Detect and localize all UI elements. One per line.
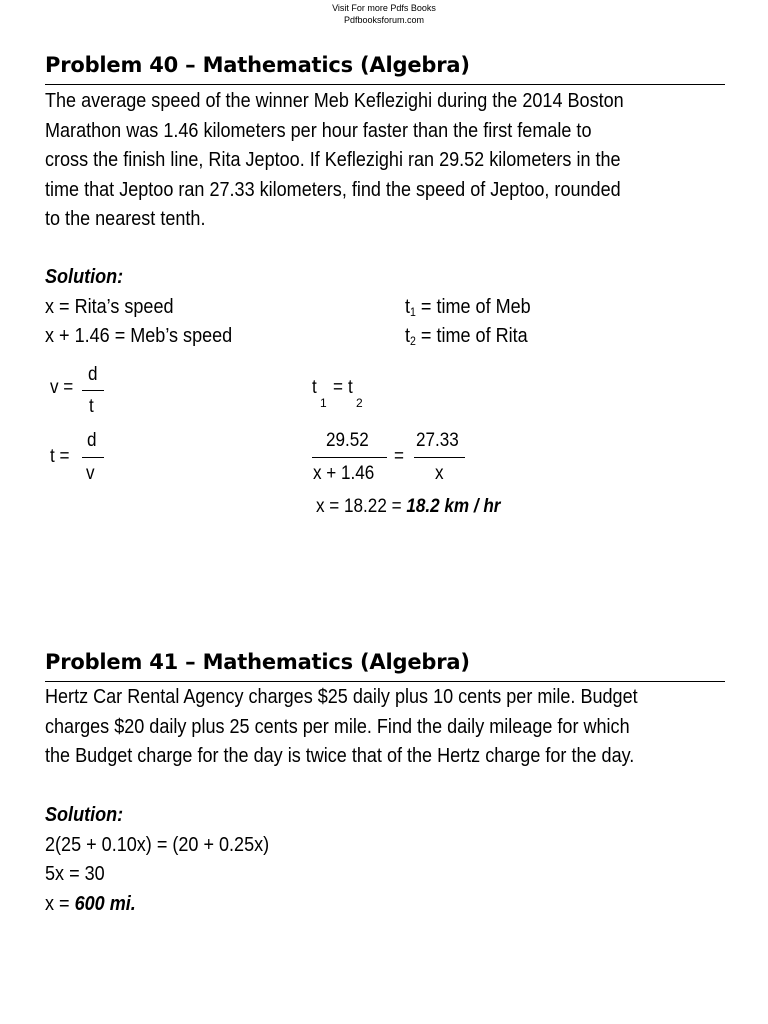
time-fraction-bar [82, 457, 104, 458]
equal-times-equals: = [333, 377, 343, 398]
velocity-denominator: t [89, 396, 94, 417]
statement-line: to the nearest tenth. [45, 207, 206, 230]
problem-41-answer-value: 600 mi. [74, 892, 136, 915]
problem-40-title: Problem 40 – Mathematics (Algebra) [45, 53, 470, 77]
statement-line: Marathon was 1.46 kilometers per hour faster than the first female to [45, 118, 592, 142]
header-line-1: Visit For more Pdfs Books [332, 3, 436, 13]
def-time-meb: $t_1$ = time of Meb [405, 295, 531, 319]
equation-lhs-numerator: 29.52 [326, 430, 369, 451]
problem-41-answer: x = 600 mi. [45, 892, 136, 915]
equation-equals: = [394, 446, 404, 467]
time-lhs: t = [50, 446, 70, 467]
time-denominator: v [86, 463, 95, 484]
solution-step-1: 2(25 + 0.10x) = (20 + 0.25x) [45, 833, 270, 856]
solution-label: Solution: [45, 803, 124, 826]
statement-line: cross the finish line, Rita Jeptoo. If Keflezighi ran 29.52 kilometers in the [45, 148, 621, 171]
velocity-numerator: d [88, 364, 98, 385]
def-rita-speed: x = Rita’s speed [45, 295, 174, 318]
problem-41-statement [45, 682, 718, 771]
equation-rhs-numerator: 27.33 [416, 430, 459, 451]
problem-41-title: Problem 41 – Mathematics (Algebra) [45, 650, 470, 674]
def-time-rita: $t_2$ = time of Rita [405, 324, 528, 348]
velocity-fraction-bar [82, 390, 104, 391]
statement-line: Hertz Car Rental Agency charges $25 daily plus 10 cents per mile. Budget [45, 685, 638, 708]
statement-line: the Budget charge for the day is twice that of the Hertz charge for the day. [45, 744, 635, 767]
solution-label: Solution: [45, 265, 124, 288]
equal-times-t1-sub: 1 [320, 396, 327, 410]
header-line-2: Pdfbooksforum.com [343, 15, 425, 25]
time-numerator: d [87, 430, 97, 451]
equation-lhs-denominator: x + 1.46 [313, 463, 375, 484]
equal-times-t2: t [348, 377, 353, 398]
equation-rhs-bar [414, 457, 465, 458]
statement-line: charges $20 daily plus 25 cents per mile. Find the daily mileage for which [45, 714, 630, 738]
problem-40-answer-value: 18.2 km / hr [406, 496, 501, 517]
equal-times-t2-sub: 2 [356, 396, 363, 410]
equation-rhs-denominator: x [435, 463, 444, 484]
statement-line: time that Jeptoo ran 27.33 kilometers, find the speed of Jeptoo, rounded [45, 177, 621, 201]
equation-lhs-bar [312, 457, 387, 458]
problem-40-answer: x = 18.22 = 18.2 km / hr [316, 496, 501, 517]
solution-step-2: 5x = 30 [45, 862, 105, 885]
problem-40-divider [45, 84, 725, 85]
velocity-lhs: v = [50, 377, 74, 398]
problem-40-statement [45, 86, 703, 234]
def-meb-speed: x + 1.46 = Meb’s speed [45, 324, 233, 347]
equal-times-t1: t [312, 377, 317, 398]
statement-line: The average speed of the winner Meb Keflezighi during the 2014 Boston [45, 89, 624, 112]
